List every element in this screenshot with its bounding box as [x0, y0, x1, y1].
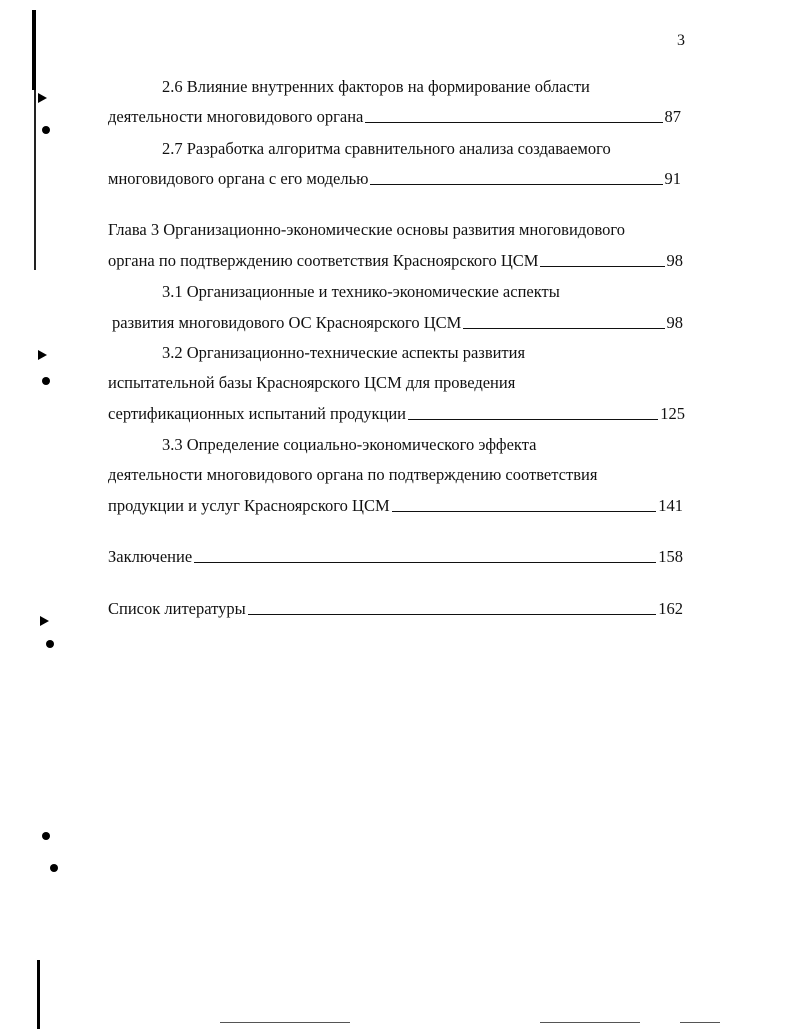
toc-page-ref: 98	[666, 313, 683, 332]
toc-entry-line: 3.2 Организационно-технические аспекты развития	[162, 343, 526, 362]
toc-entry-title: сертификационных испытаний продукции	[108, 404, 406, 423]
page-number: 3	[677, 32, 685, 49]
punch-hole-mark	[46, 640, 54, 648]
punch-hole-mark	[42, 126, 50, 134]
dot-leader	[370, 184, 662, 185]
scan-margin-edge	[34, 90, 36, 270]
toc-entry-line: испытательной базы Красноярского ЦСМ для проведения	[108, 373, 516, 392]
toc-entry-title: развития многовидового ОС Красноярского ЦСМ	[112, 313, 462, 332]
toc-entry-line: 2.6 Влияние внутренних факторов на формирование области	[162, 77, 590, 96]
toc-entry-row	[108, 107, 681, 127]
punch-hole-mark	[40, 616, 49, 626]
dot-leader	[408, 419, 658, 420]
dot-leader	[540, 266, 664, 267]
toc-page-ref: 141	[658, 496, 683, 515]
toc-chapter-line: Глава 3 Организационно-экономические основы развития многовидового	[108, 220, 625, 239]
toc-page-ref: 87	[664, 107, 681, 126]
toc-entry-title: органа по подтверждению соответствия Красноярского ЦСМ	[108, 251, 539, 270]
toc-entry-title: продукции и услуг Красноярского ЦСМ	[108, 496, 390, 515]
punch-hole-mark	[38, 350, 47, 360]
toc-page-ref: 162	[658, 599, 683, 618]
toc-page-ref: 125	[660, 404, 685, 423]
dot-leader	[194, 562, 656, 563]
toc-entry-line: деятельности многовидового органа по подтверждению соответствия	[108, 465, 598, 484]
dot-leader	[463, 328, 664, 329]
toc-entry-line: 2.7 Разработка алгоритма сравнительного анализа создаваемого	[162, 139, 611, 158]
toc-entry-title: многовидового органа с его моделью	[108, 169, 369, 188]
toc-entry-title: Список литературы	[108, 599, 246, 618]
dot-leader	[365, 122, 662, 123]
toc-entry-row	[108, 169, 681, 189]
scan-artifact-line	[220, 1022, 350, 1023]
toc-entry-row	[108, 404, 685, 424]
punch-hole-mark	[38, 93, 47, 103]
toc-page-ref: 91	[664, 169, 681, 188]
toc-entry-row	[108, 599, 683, 619]
scan-artifact-line	[680, 1022, 720, 1023]
scan-margin-edge	[37, 960, 40, 1029]
scan-artifact-line	[540, 1022, 640, 1023]
toc-entry-row	[108, 496, 683, 516]
scan-margin-edge	[32, 10, 36, 90]
punch-hole-mark	[42, 832, 50, 840]
toc-entry-title: Заключение	[108, 547, 193, 566]
punch-hole-mark	[50, 864, 58, 872]
toc-entry-line: 3.1 Организационные и технико-экономические аспекты	[162, 282, 560, 301]
toc-entry-row	[108, 251, 683, 271]
toc-page-ref: 158	[658, 547, 683, 566]
punch-hole-mark	[42, 377, 50, 385]
toc-entry-line: 3.3 Определение социально-экономического эффекта	[162, 435, 537, 454]
dot-leader	[248, 614, 657, 615]
dot-leader	[392, 511, 657, 512]
toc-entry-row	[108, 547, 683, 567]
toc-page-ref: 98	[666, 251, 683, 270]
toc-entry-title: деятельности многовидового органа	[108, 107, 364, 126]
toc-entry-row	[112, 313, 683, 333]
